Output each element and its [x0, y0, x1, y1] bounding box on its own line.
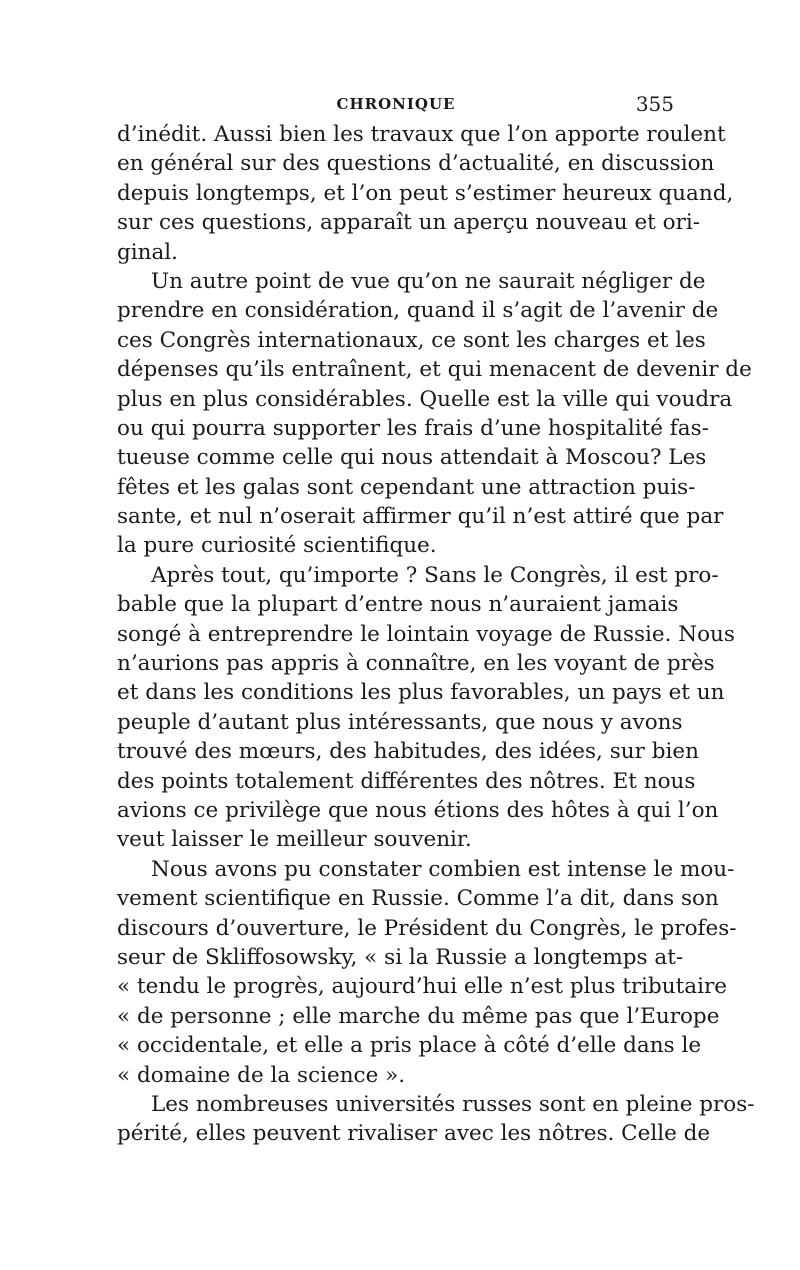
text-line: peuple d’autant plus intéressants, que nous y avons	[117, 709, 683, 735]
text-line: ginal.	[117, 239, 179, 265]
text-line: « tendu le progrès, aujourd’hui elle n’est plus tributaire	[117, 974, 727, 1000]
text-line: tueuse comme celle qui nous attendait à Moscou? Les	[117, 445, 707, 471]
text-line: sur ces questions, apparaît un aperçu nouveau et ori-	[117, 210, 701, 236]
text-line: la pure curiosité scientifique.	[117, 533, 437, 559]
text-line: Un autre point de vue qu’on ne saurait négliger de	[151, 268, 706, 294]
text-line: « domaine de la science ».	[117, 1062, 406, 1088]
text-line: d’inédit. Aussi bien les travaux que l’on apporte roulent	[117, 122, 726, 147]
running-title: CHRONIQUE	[336, 95, 456, 113]
text-line: seur de Skliffosowsky, « si la Russie a longtemps at-	[117, 944, 684, 970]
text-line: vement scientifique en Russie. Comme l’a dit, dans son	[117, 886, 719, 912]
text-line: depuis longtemps, et l’on peut s’estimer heureux quand,	[117, 180, 734, 206]
text-line: veut laisser le meilleur souvenir.	[117, 827, 472, 853]
text-line: sante, et nul n’oserait affirmer qu’il n’est attiré que par	[117, 504, 724, 530]
text-line: n’aurions pas appris à connaître, en les voyant de près	[117, 651, 715, 677]
text-line: avions ce privilège que nous étions des hôtes à qui l’on	[117, 797, 719, 823]
text-line: dépenses qu’ils entraînent, et qui menacent de devenir de	[117, 357, 752, 383]
text-line: ces Congrès internationaux, ce sont les charges et les	[117, 327, 706, 353]
text-line: des points totalement différentes des nôtres. Et nous	[117, 768, 696, 794]
text-line: en général sur des questions d’actualité, en discussion	[117, 151, 715, 177]
page-number: 355	[635, 92, 674, 116]
text-line: périté, elles peuvent rivaliser avec les nôtres. Celle de	[117, 1121, 711, 1147]
text-line: bable que la plupart d’entre nous n’auraient jamais	[117, 592, 679, 618]
text-line: Les nombreuses universités russes sont en pleine pros-	[151, 1091, 755, 1117]
text-line: Nous avons pu constater combien est intense le mou-	[151, 856, 735, 882]
body-text	[117, 120, 755, 1149]
text-line: songé à entreprendre le lointain voyage de Russie. Nous	[117, 621, 735, 647]
text-line: et dans les conditions les plus favorables, un pays et un	[117, 680, 725, 706]
text-line: trouvé des mœurs, des habitudes, des idées, sur bien	[117, 739, 699, 765]
text-line: plus en plus considérables. Quelle est la ville qui voudra	[117, 386, 733, 412]
text-line: fêtes et les galas sont cependant une attraction puis-	[117, 474, 696, 500]
text-line: « de personne ; elle marche du même pas que l’Europe	[117, 1003, 720, 1029]
running-head	[118, 92, 674, 116]
text-line: ou qui pourra supporter les frais d’une hospitalité fas-	[117, 415, 709, 441]
text-line: discours d’ouverture, le Président du Congrès, le profes-	[117, 915, 737, 941]
text-line: prendre en considération, quand il s’agit de l’avenir de	[117, 298, 719, 324]
text-line: « occidentale, et elle a pris place à côté d’elle dans le	[117, 1033, 702, 1059]
text-line: Après tout, qu’importe ? Sans le Congrès, il est pro-	[151, 562, 719, 588]
